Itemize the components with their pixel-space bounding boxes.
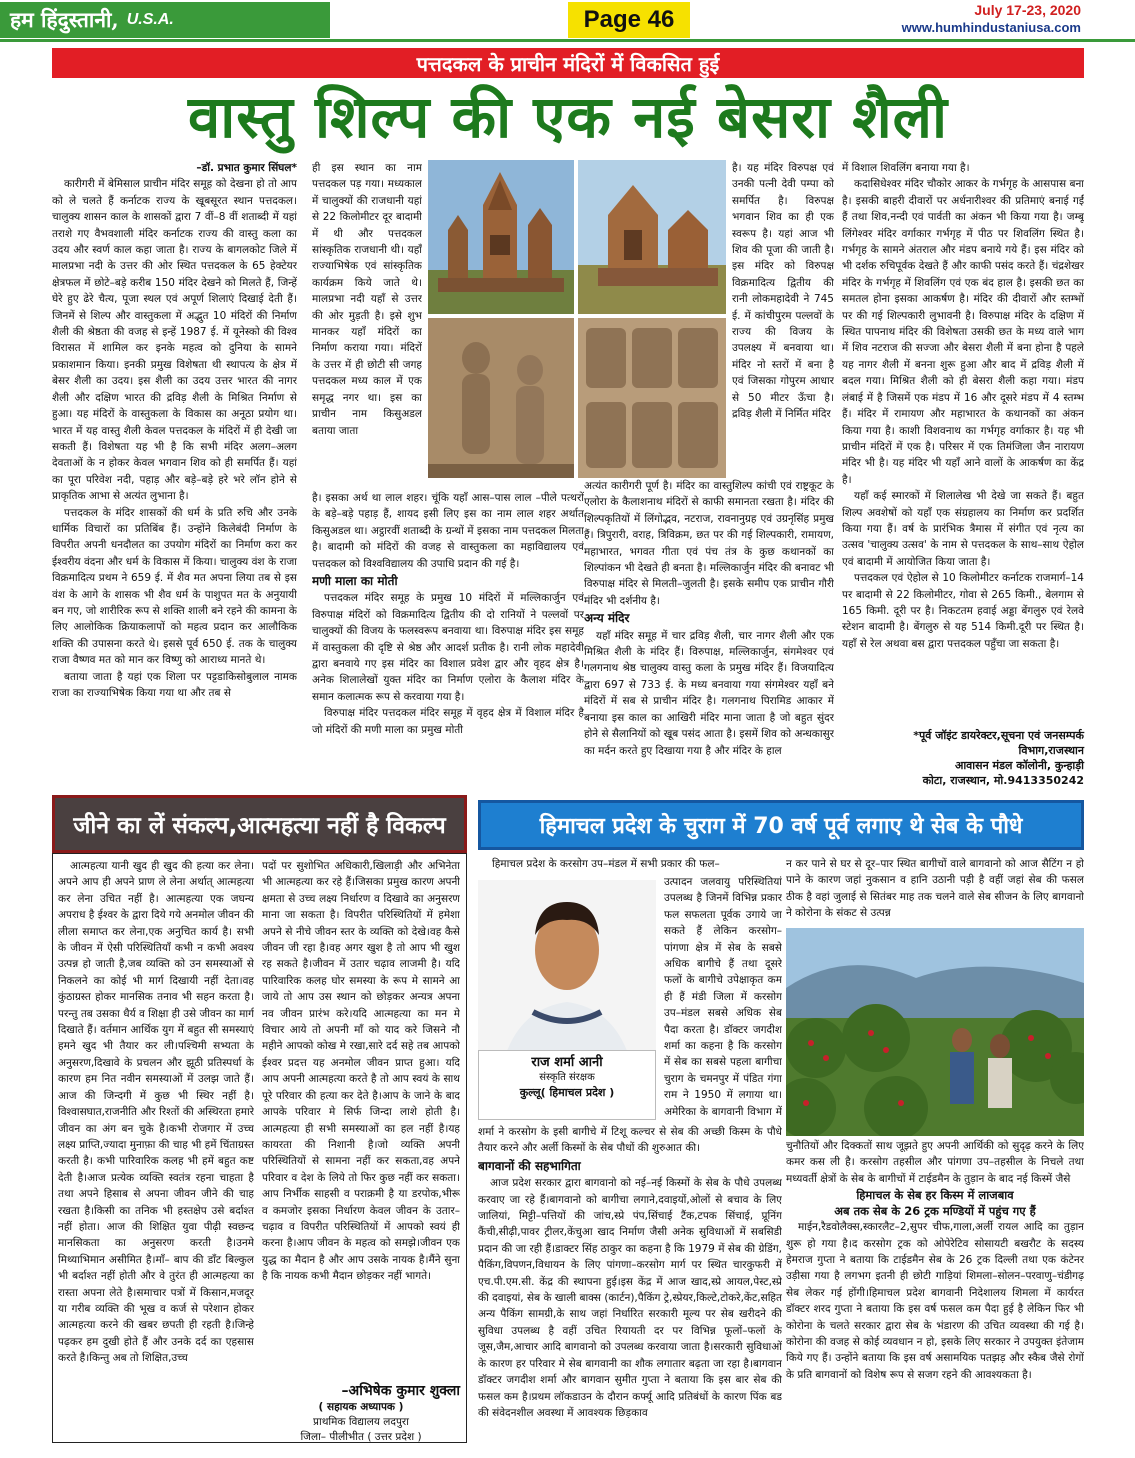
lead-paragraph: कारीगरी में बेमिसाल प्राचीन मंदिर समूह को देखना हो तो आप को ले चलते हैं कर्नाटक राज्य के खूबसूरत स्थान पत्तदकल। चालुक्य शासन काल के शासकों द्वारा 7 वीं–8 वीं शताब्दी में यहां तराशे गए वैभवशाली मंदिर कर्नाटक राज्य की वास्तु कला का उदय और स्वर्ण काल कहा जाता है। राज्य के बागलकोट जिले में मालप्रभा नदी के उत्तर की ओर स्थित पत्तदकल के 65 हेक्टेयर क्षेत्रफल में छोटे–बड़े करीब 150 मंदिर देखने को मिलते हैं, जिन्हें घेरे हुए ढेरे चैत्य, पूजा स्थल एवं अपूर्ण शिलाएं दिखाई देती हैं। जिनमें से शिल्प और वास्तुकला में अद्भुत 10 मंदिरों की निर्माण शैली की श्रेष्ठता की वजह से इन्हें 1987 ई. में यूनेस्को की विश्व विरासत में शामिल कर इनके महत्व को दुनिया के सामने प्रकाशमान किया। इनकी प्रमुख विशेषता थी स्थापत्य के क्षेत्र में बेसर शैली का उदय। इस शैली का उदय उत्तर भारत की नागर शैली और दक्षिण भारत की द्रविड़ शैली के मिश्रित निर्माण से हुआ। यह मंदिरों के वास्तुकला के विकास का अनूठा प्रयोग था। भारत में यह वास्तु शैली केवल पत्तदकल के मंदिरों में ही देखी जा सकती हैं। विशेषता यह भी है कि सभी मंदिर अलग–अलग देवताओं के न होकर केवल भगवान शिव को ही समर्पित हैं। यहां का पूरा परिवेश नदी, पहाड़ और बड़े–बड़े हरे भरे लॉन होने से प्राकृतिक आभा से अत्यंत लुभाना है। — [52, 178, 297, 503]
lead-paragraph: पत्तदकल के मंदिर शासकों की धर्म के प्रति रुचि और उनके धार्मिक विचारों का प्रतिबिंब हैं। उन्होंने किलेबंदी निर्माण के विपरीत अपनी धनदौलत का उपयोग मंदिरों का निर्माण करा कर ईश्वरीय वंदना और धर्म के विकास में किया। चालुक्य वंश के राजा विक्रमादित्य प्रथम ने 659 ई. में शैव मत अपना लिया तब से इस वंश के आगे के शासक भी शैव धर्म के पाशुपत मत के अनुयायी बन गए, जो शारीरिक रूप से शक्ति शाली बने रहने की कामना के लिए आलोकिक क्रियाकलापों को महत्व प्रदान कर आलौकिक शक्ति की उपासना करते थे। इससे पूर्व 650 ई. तक के चालुक्य राजा वैष्णव मत को मान कर विष्णु को आराध्य मानते थे। — [52, 506, 297, 667]
lead-paragraph: कदासिधेश्वर मंदिर चौकोर आकर के गर्भगृह के आसपास बना है। इसकी बाहरी दीवारों पर अर्धनारीश्वर की प्रतिमाएं बनाई गईं हैं तथा शिव,नन्दी एवं पार्वती का अंकन भी किया गया है। जम्बू लिंगेश्वर मंदिर वर्गाकार गर्भगृह में पीठ पर शिवलिंग स्थित है। गर्भगृह के सामने अंतराल और मंडप बनाये गये हैं। इस मंदिर को भी दर्शक रुचिपूर्वक देखते हैं और काफी पसंद करते हैं। चंद्रशेखर मंदिर के गर्भगृह में शिवलिंग एवं एक बंद हाल है। इसकी छत का समतल होना इसका आकर्षण है। मंदिर की दीवारों और स्तम्भों पर की गई शिल्पकारी लुभावनी है। विरुपाक्ष मंदिर के दक्षिण में स्थित पापनाथ मंदिर की विशेषता उसकी छत के मध्य वाले भाग में शिव नटराज की सज्जा और बेसरा शैली में बना होना है पहले यह नागर शैली में बनना शुरू हुआ और बाद में द्रविड़ शैली में बदल गया। मिश्रित शैली को ही बेसरा शैली कहा गया। मंडप लंबाई में है जिसमें एक मंडप में 16 और दूसरे मंडप में 4 स्तम्भ हैं। मंदिर में रामायण और महाभारत के कथानकों का अंकन किया गया है। काशी विशवनाथ का गर्भगृह वर्गाकार है। यह भी प्राचीन मंदिरों में एक है। परिसर में एक तिमंजिला जैन नारायण मंदिर भी है। यह मंदिर भी यहाँ आने वालों के आकर्षण का केंद्र है। — [842, 178, 1084, 486]
apple-subhead — [786, 1187, 1084, 1219]
suicide-author-role: ( सहायक अध्यापक ) — [318, 1401, 404, 1413]
issue-date: July 17-23, 2020 — [974, 2, 1081, 18]
sculpture-relief-photo — [428, 318, 574, 478]
apple-column-4 — [786, 856, 1084, 926]
caption-name: राज शर्मा आनी — [531, 1055, 603, 1070]
suicide-paragraph: पदों पर सुशोभित अधिकारी,खिलाड़ी और अभिनेता भी आत्महत्या कर रहे हैं।जिसका प्रमुख कारण अपनी क्षमता से उच्च लक्ष्य निर्धारण व दिखावे का अनुसरण माना जा सकता है। विपरीत परिस्थितियों में हमेशा अपने से नीचे जीवन स्तर के व्यक्ति को देखे।वह कैसे जीवन जी रहा है।वह अगर खुश है तो आप भी खुश रह सकते है।जीवन में उतार चढ़ाव लाजमी है। यदि पारिवारिक कलह घोर समस्या के रूप मे सामने आ जाये तो आप उस स्थान को छोड़कर अन्यत्र अपना नव जीवन प्रारंभ करे।यदि आत्महत्या का मन मे विचार आये तो अपनी माँ को याद करे जिसने नौ महीने आपको कोख मे रखा,सारे दर्द सहे तब आपको ईश्वर प्रदत्त यह अनमोल जीवन प्राप्त हुआ। यदि आप अपनी आत्महत्या करते है तो आप स्वयं के साथ पूरे परिवार की हत्या कर देते है।आप के जाने के बाद आपके परिवार मे सिर्फ जिन्दा लाशे होती है। आत्महत्या ही सभी समस्याओं का हल नहीं है।यह कायरता की निशानी है।जो व्यक्ति अपनी परिस्थितियों से सामना नहीं कर सकता,वह अपने परिवार व देश के लिये तो फिर कुछ नहीं कर सकता। आप निर्भीक साहसी व पराक्रमी है या डरपोक,भीरू व कमजोर इसका निर्धारण केवल जीवन के उतार– चढ़ाव व विपरीत परिस्थितियों में आपको स्वयं ही करना है।आप जीवन के महत्व को समझे।जीवन एक युद्ध का मैदान है और आप उसके नायक है।मैंने सुना है कि नायक कभी मैदान छोड़कर नहीं भागते। — [262, 860, 460, 1283]
lead-paragraph: यहाँ मंदिर समूह में चार द्रविड़ शैली, चार नागर शैली और एक मिश्रित शैली के मंदिर हैं। विरुपाक्ष, मल्लिकार्जुन, संगमेश्वर एवं गलगनाथ श्रेष्ठ चालुक्य वास्तु कला के प्रमुख मंदिर हैं। विजयादित्य द्वारा 697 से 733 ई. के मध्य बनवाया गया संगमेश्वर यहाँ बने मंदिरों में सब से प्राचीन मंदिर है। गलगनाथ पिरामिड आकार में बनाया इस काल का आखिरी मंदिर माना जाता है जो बहुत सुंदर होने से सैलानियों को खूब पसंद आता है। इसमें शिव को अन्धकासुर का मर्दन करते हुए दिखाया गया है और मंदिर के हाल — [584, 629, 834, 757]
lead-paragraph: में विशाल शिवलिंग बनाया गया है। — [842, 162, 970, 174]
lead-kicker-band — [52, 48, 1084, 78]
author-credit-line: *पूर्व जॉइंट डायरेक्टर,सूचना एवं जनसम्पर्क — [913, 729, 1084, 742]
apple-column-2 — [664, 874, 782, 1120]
apple-paragraph: हिमाचल प्रदेश के करसोग उप–मंडल में सभी प्रकार की फल– — [492, 858, 720, 870]
apple-article-title: हिमाचल प्रदेश के चुराग में 70 वर्ष पूर्व लगाए थे सेब के पौधे — [539, 814, 1023, 839]
temple-photo-collage — [428, 160, 726, 478]
newspaper-country: U.S.A. — [126, 11, 174, 28]
lead-paragraph: विरुपाक्ष मंदिर पत्तदकल मंदिर समूह में वृहद क्षेत्र में विशाल मंदिर है जो मंदिरों की मणी माला का प्रमुख मोती — [312, 707, 584, 736]
lead-paragraph: है। यह मंदिर विरुपक्ष एवं उनकी पत्नी देवी पम्पा को समर्पित है। विरुपक्ष भगवान शिव का ही एक स्वरूप है। यहां आज भी शिव की पूजा की जाती है। इस मंदिर को विरुपक्ष विक्रमादित्य द्वितीय की रानी लोकमहादेवी ने 745 ई. में कांचीपुरम पल्लवों के राज्य की विजय के उपलक्ष्य में बनवाया था। मंदिर नो स्तरों में बना है एवं जिसका गोपुरम आधार से 50 मीटर ऊँचा है। द्रविड़ शैली में निर्मित मंदिर — [732, 162, 834, 421]
suicide-author-school: प्राथमिक विद्यालय लदपुरा — [313, 1416, 409, 1428]
newspaper-title: हम हिंदुस्तानी, — [10, 7, 119, 32]
apple-orchard-photo — [786, 928, 1084, 1136]
lead-paragraph: पत्तदकल एवं ऐहोल से 10 किलोमीटर कर्नाटक राजमार्ग–14 पर बादामी से 22 किलोमीटर, गोवा से 265 किमी., बेलगाम से 165 किमी. दूरी पर है। निकटतम हवाई अड्डा बेंगलुरु एवं रेलवे स्टेशन बादामी है। बेंगलुरु से यह 514 किमी.दूरी पर स्थित है। यहाँ से रेल अथवा बस द्वारा पत्तदकल पहुँचा जा सकता है। — [842, 572, 1084, 650]
suicide-column-1 — [58, 858, 254, 1438]
apple-paragraph: उत्पादन जलवायु परिस्थितियां उपलब्ध है जिनमें विभिन्न प्रकार फल सफलता पूर्वक उगाये जा सकते हैं लेकिन करसोग–पांगणा क्षेत्र में सेब के सबसे अधिक बागीचे हैं तथा दूसरे फलों के बागीचे उपेक्षाकृत कम ही हैं मंडी जिला में करसोग उप–मंडल सबसे अधिक सेब पैदा करता है। डॉक्टर जगदीश शर्मा का कहना है कि करसोग में सेब का सबसे पहला बागीचा चुराग के चमनपुर में पंडित गंगा राम ने 1950 में लगाया था।अमेरिका के बागवानी विभाग में — [664, 876, 782, 1118]
lead-author-credit — [842, 728, 1084, 786]
author-credit-line: कोटा, राजस्थान, मो.9413350242 — [922, 774, 1084, 787]
author-credit-line: आवासन मंडल कॉलोनी, कुन्हाड़ी — [954, 759, 1084, 772]
masthead — [0, 0, 1135, 40]
suicide-article-title: जीने का लें संकल्प,आत्महत्या नहीं है विकल्प — [73, 813, 446, 839]
suicide-author-name: –अभिषेक कुमार शुक्ला — [341, 1383, 460, 1399]
author-credit-line: विभाग,राजस्थान — [1018, 744, 1084, 757]
lead-column-5 — [842, 160, 1084, 726]
apple-article-header — [478, 800, 1084, 850]
caption-location: कुल्लू( हिमाचल प्रदेश ) — [519, 1086, 615, 1099]
apple-paragraph: चुनौतियों और दिक्कतों साथ जूझते हुए अपनी आर्थिकी को सुदृढ़ करने के लिए कमर कस ली है। करसोग तहसील और पांगणा उप–तहसील के निचले तथा मध्यवर्ती क्षेत्रों के सेब के बागीचों में टाईडमैन के तुड़ान के बाद नई किस्में जैसे — [786, 1140, 1084, 1185]
page-number: Page 46 — [568, 2, 690, 38]
suicide-column-2 — [262, 858, 460, 1344]
suicide-article-header — [52, 795, 467, 853]
lead-column-4 — [732, 160, 834, 480]
apple-subhead-line-1: हिमाचल के सेब हर किस्म में लाजबाव — [856, 1188, 1014, 1203]
lead-column-1 — [52, 160, 297, 782]
author-photo-caption — [478, 1050, 656, 1120]
suicide-author-district: जिला– पीलीभीत ( उत्तर प्रदेश ) — [300, 1431, 422, 1443]
newspaper-logo — [0, 2, 330, 38]
suicide-author-block — [262, 1382, 460, 1442]
suicide-paragraph: आत्महत्या यानी खुद ही खुद की हत्या कर लेना।अपने आप ही अपने प्राण ले लेना अर्थात् आत्महत्या कर लेना उचित नहीं है। आत्महत्या एक जघन्य अपराध है ईश्वर के द्वारा दिये गये अनमोल जीवन की लीला समाप्त कर लेना,एक अनुचित कार्य है। सभी के जीवन में ऐसी परिस्थितियाँ कभी न कभी अवश्य उत्पन्न हो जाती है,जब व्यक्ति को उन समस्याओं से निकलने का कोई भी मार्ग दिखायी नहीं देता।वह कुंठाग्रस्त होकर मानसिक तनाव भी सहन करता है।परन्तु तब उसका धैर्य व शिक्षा ही उसे जीवन का मार्ग दिखाते हैं। वर्तमान आर्थिक युग में बहुत सी समस्याएं हमने खुद भी तैयार कर ली।पश्चिमी सभ्यता के अनुसरण,दिखावे के प्रचलन और झूठी प्रतिस्पर्धा के कारण हम नित नवीन समस्याओं में उलझ जाते हैं। आज की जिन्दगी में कुछ भी स्थिर नहीं है।विश्वासघात,राजनीति और रिश्तों की अस्थिरता हमारे जीवन का अंग बन चुके है।कभी रोजगार में उच्च लक्ष्य प्राप्ति,ज्यादा मुनाफ़ा की चाह भी हमें चिंताग्रस्त करती है। कभी पारिवारिक कलह भी हमें बहुत कष्ट देती है।आज प्रत्येक व्यक्ति स्वतंत्र रहना चाहता है तथा अपने हिसाब से अपना जीवन जीने की चाह रखता है।किसी का तनिक भी हस्तक्षेप उसे बर्दाश्त नहीं होता। आज की शिक्षित युवा पीढ़ी स्वछन्द मानसिकता का अनुसरण करती है।उनमे मिथ्याभिमान असीमित है।माँ– बाप की डाँट बिल्कुल भी बर्दाश्त नहीं होती और वे तुरंत ही आत्महत्या का रास्ता अपना लेते है।समाचार पत्रों में किसान,मजदूर या गरीब व्यक्ति की भूख व कर्ज से परेशान होकर आत्महत्या करने की खबर छपती ही रहती है।जिन्हे पढ़कर हम दुखी होते हैं और उनके दर्द का एहसास करते है।किन्तु अब तो शिक्षित,उच्च — [58, 860, 254, 1365]
lead-column-2 — [312, 160, 422, 490]
apple-subhead-line-2: अब तक सेब के 26 ट्रक मण्डियों में पहुंच गए हैं — [834, 1204, 1036, 1219]
apple-paragraph: माईन,रैडवोलैक्स,स्कारलैट–2,सुपर चीफ,गाला,अर्ली रायल आदि का तुड़ान शुरू हो गया है।द करसोग ट्रक को ओपेरेटिव सोसायटी बखरौट के सदस्य हेमराज गुप्ता ने बताया कि टाईडमैन सेब के 26 ट्रक दिल्ली तथा एक कंटेनर उड़ीसा गया है लगभग इतनी ही छोटी गाड़ियां शिमला–सोलन–परवाणु–चंडीगढ़ सेब लेकर गई होंगी।हिमाचल प्रदेश बागवानी निदेशालय शिमला में कार्यरत डॉक्टर शरद गुप्ता ने बताया कि इस वर्ष फसल कम पैदा हुई है लेकिन फिर भी कोरोना के चलते सरकार द्वारा सेब के भंडारण की उचित व्यवस्था की गई है। कोरोना की वजह से कोई व्यवधान न हो, इसके लिए सरकार ने उपयुक्त इंतेजाम किये गए हैं। उन्होंने बताया कि इस वर्ष असामयिक पतझड़ और स्कैब जैसे रोगों के प्रति बागवानों को विशेष रूप से सजग रहने की आवश्यकता है। — [786, 1221, 1084, 1381]
lead-paragraph: पत्तदकल मंदिर समूह के प्रमुख 10 मंदिरों में मल्लिकार्जुन एवं विरुपाक्ष मंदिरों को विक्रमादित्य द्वितीय की दो रानियों ने पल्लवों पर चालुक्यों की विजय के फलस्वरूप बनवाया था। विरुपाक्ष मंदिर इस समूह में वास्तुकला की दृष्टि से श्रेष्ठ और आदर्श प्रतीक है। रानी लोक महादेवी द्वारा बनवाये गए इस मंदिर का विशाल प्रवेश द्वार और वृहद क्षेत्र है। अनेक शिलालेखों युक्त मंदिर का निर्माण एलोरा के कैलाश मंदिर के समान कलात्मक रूप से करवाया गया है। — [312, 592, 584, 703]
lead-subhead: अन्य मंदिर — [584, 611, 630, 626]
apple-column-5 — [786, 1138, 1084, 1444]
lead-column-3 — [584, 478, 834, 785]
lead-column-6 — [312, 490, 584, 785]
apple-paragraph: न कर पाने से घर से दूर–पार स्थित बागीचों वाले बागवानो को आज सैटिंग न हो पाने के कारण जहां नुकसान व हानि उठानी पड़ी है वहीं जहां सेब की फसल ठीक है वहां जुलाई से सितंबर माह तक चलने वाले सेब सीजन के लिए बागवानो ने कोरोना के संकट से उत्पन्न — [786, 858, 1084, 920]
lead-paragraph: ही इस स्थान का नाम पत्तदकल पड़ गया। मध्यकाल में चालुक्यों की राजधानी यहां से 22 किलोमीटर दूर बादामी में थी और पत्तदकल सांस्कृतिक राजधानी थी। यहाँ राज्याभिषेक एवं सांस्कृतिक कार्यक्रम किये जाते थे। मालप्रभा नदी यहाँ से उत्तर की ओर मुड़ती है। इसे शुभ मानकर यहाँ मंदिरों का निर्माण कराया गया। मंदिरों के उत्तर में ही छोटी सी जगह पत्तदकल मध्य काल में एक समृद्ध नगर था। इस का प्राचीन नाम किसुअडल बताया जाता — [312, 162, 422, 437]
lead-paragraph: अत्यंत कारीगरी पूर्ण है। मंदिर का वास्तुशिल्प कांची एवं राष्ट्रकूट के एलोरा के कैलाशनाथ मंदिरों से काफी समानता रखता है। मंदिर की शिल्पकृतियों में लिंगोद्भव, नटराज, रावनानुग्रह एवं उग्रनृसिंह प्रमुख हैं। त्रिपुरारी, वराह, त्रिविक्रम, छत पर की गई शिल्पकारी, रामायण, महाभारत, भगवत गीता एवं पंच तंत्र के कुछ कथानकों का शिल्पांकन भी देखते ही बनता है। मल्लिकार्जुन मंदिर की बनावट भी विरुपाक्ष मंदिर से मिलती–जुलती है। इसके समीप एक प्राचीन गौरी मंदिर भी दर्शनीय है। — [584, 480, 834, 607]
lead-byline: –डॉ. प्रभात कुमार सिंघल* — [196, 162, 297, 174]
lead-subhead: मणी माला का मोती — [312, 574, 398, 589]
lead-paragraph: है। इसका अर्थ था लाल शहर। चूंकि यहाँ आस–पास लाल –पीले पत्थरों के बड़े–बड़े पहाड़ हैं, शायद इसी लिए इस का नाम लाल शहर अर्थात किसुअडल था। अट्ठारवीं शताब्दी के ग्रन्थों में इसका नाम पत्तदकल मिलता है। बादामी को मंदिरों की वजह से वास्तुकला का महाविद्यालय एवं पत्तदकल को विश्वविद्यालय की उपाधि प्रदान की गई है। — [312, 492, 584, 570]
apple-column-3 — [478, 1124, 782, 1444]
apple-paragraph: आज प्रदेश सरकार द्वारा बागवानो को नई–नई किस्मों के सेब के पौधे उपलब्ध करवाए जा रहे हैं।बागवानो को बागीचा लगाने,दवाइयों,ओलों से बचाव के लिए जालियां, मिट्टी–पत्तियों की जांच,स्प्रे पंप,सिंचाई टैंक,टपक सिंचाई, प्रूनिंग कैंची,सीढ़ी,पावर ट्रीलर,केंचुआ खाद निर्माण जैसी अनेक सुविधाओं में सबसिडी प्रदान की जा रही हैं।डाक्टर सिंह ठाकुर का कहना है कि 1979 में सेब की ग्रेडिंग, पैकिंग,विपणन,विधायन के लिए पांगणा–करसोग मार्ग पर स्थित चारकुफरी में एच.पी.एम.सी. केंद्र की स्थापना हुई।इस केंद्र में आज खाद,स्प्रे आयल,पेस्ट,स्प्रे की दवाइयां, सेब के खाली बाक्स (कार्टन),पैकिंग ट्रे,स्प्रेयर,किल्टे,टोकरे,केंट,सहित अन्य पैकिंग सामग्री,के साथ जहां निर्धारित सरकारी मूल्य पर सेब खरीदने की सुविधा उपलब्ध है वहीं उचित रियायती दर पर विभिन्न फूलों–फलों के जूस,जैम,आचार आदि बागवानो को उपलब्ध करवाया जाता है।सरकारी सुविधाओं के कारण हर परिवार मे सेब बागवानी का शौक लगातार बढ़ता जा रहा है।बागवान डॉक्टर जगदीश शर्मा और बागवान सुमीत गुप्ता ने बताया कि इस बार सेब की फसल कम है।प्रथम लॉकडाउन के दौरान कर्फ्यू आदि प्रतिबंधों के कारण पिंक बड की संवेदनशील अवस्था में आवश्यक छिड़काव — [478, 1177, 782, 1419]
lead-paragraph: बताया जाता है यहां एक शिला पर पट्टडाकिसोबुलाल नामक राजा का राज्याभिषेक किया गया था और तब से — [52, 670, 297, 699]
lead-headline: वास्तु शिल्प की एक नई बेसरा शैली — [187, 83, 949, 151]
carved-panel-photo — [578, 318, 726, 478]
apple-paragraph: शर्मा ने करसोग के इसी बागीचे में टिशू कल्चर से सेब की अच्छी किस्म के पौधे तैयार करने और अर्ली किस्मों के सेब पौधों की शुरुआत की। — [478, 1126, 782, 1155]
temple-complex-photo — [578, 160, 726, 314]
temple-tower-photo — [428, 160, 574, 314]
lead-paragraph: यहाँ कई स्मारकों में शिलालेख भी देखे जा सकते हैं। बहुत शिल्प अवशेषों को यहाँ एक संग्रहालय का निर्माण कर प्रदर्शित किया गया हैं। वर्ष के प्रारंभिक त्रैमास में संगीत एवं नृत्य का उत्सव 'चालुक्य उत्सव' के नाम से पत्तदकल के साथ–साथ ऐहोल एवं बादामी में आयोजित किया जाता है। — [842, 490, 1084, 568]
apple-subhead: बागवानों की सहभागिता — [478, 1158, 581, 1173]
masthead-rule — [0, 39, 1135, 42]
website-url[interactable]: www.humhindustaniusa.com — [901, 20, 1081, 35]
apple-lead-line — [492, 856, 782, 876]
lead-kicker: पत्तदकल के प्राचीन मंदिरों में विकसित हुई — [416, 51, 720, 76]
caption-role: संस्कृति संरक्षक — [539, 1072, 595, 1083]
